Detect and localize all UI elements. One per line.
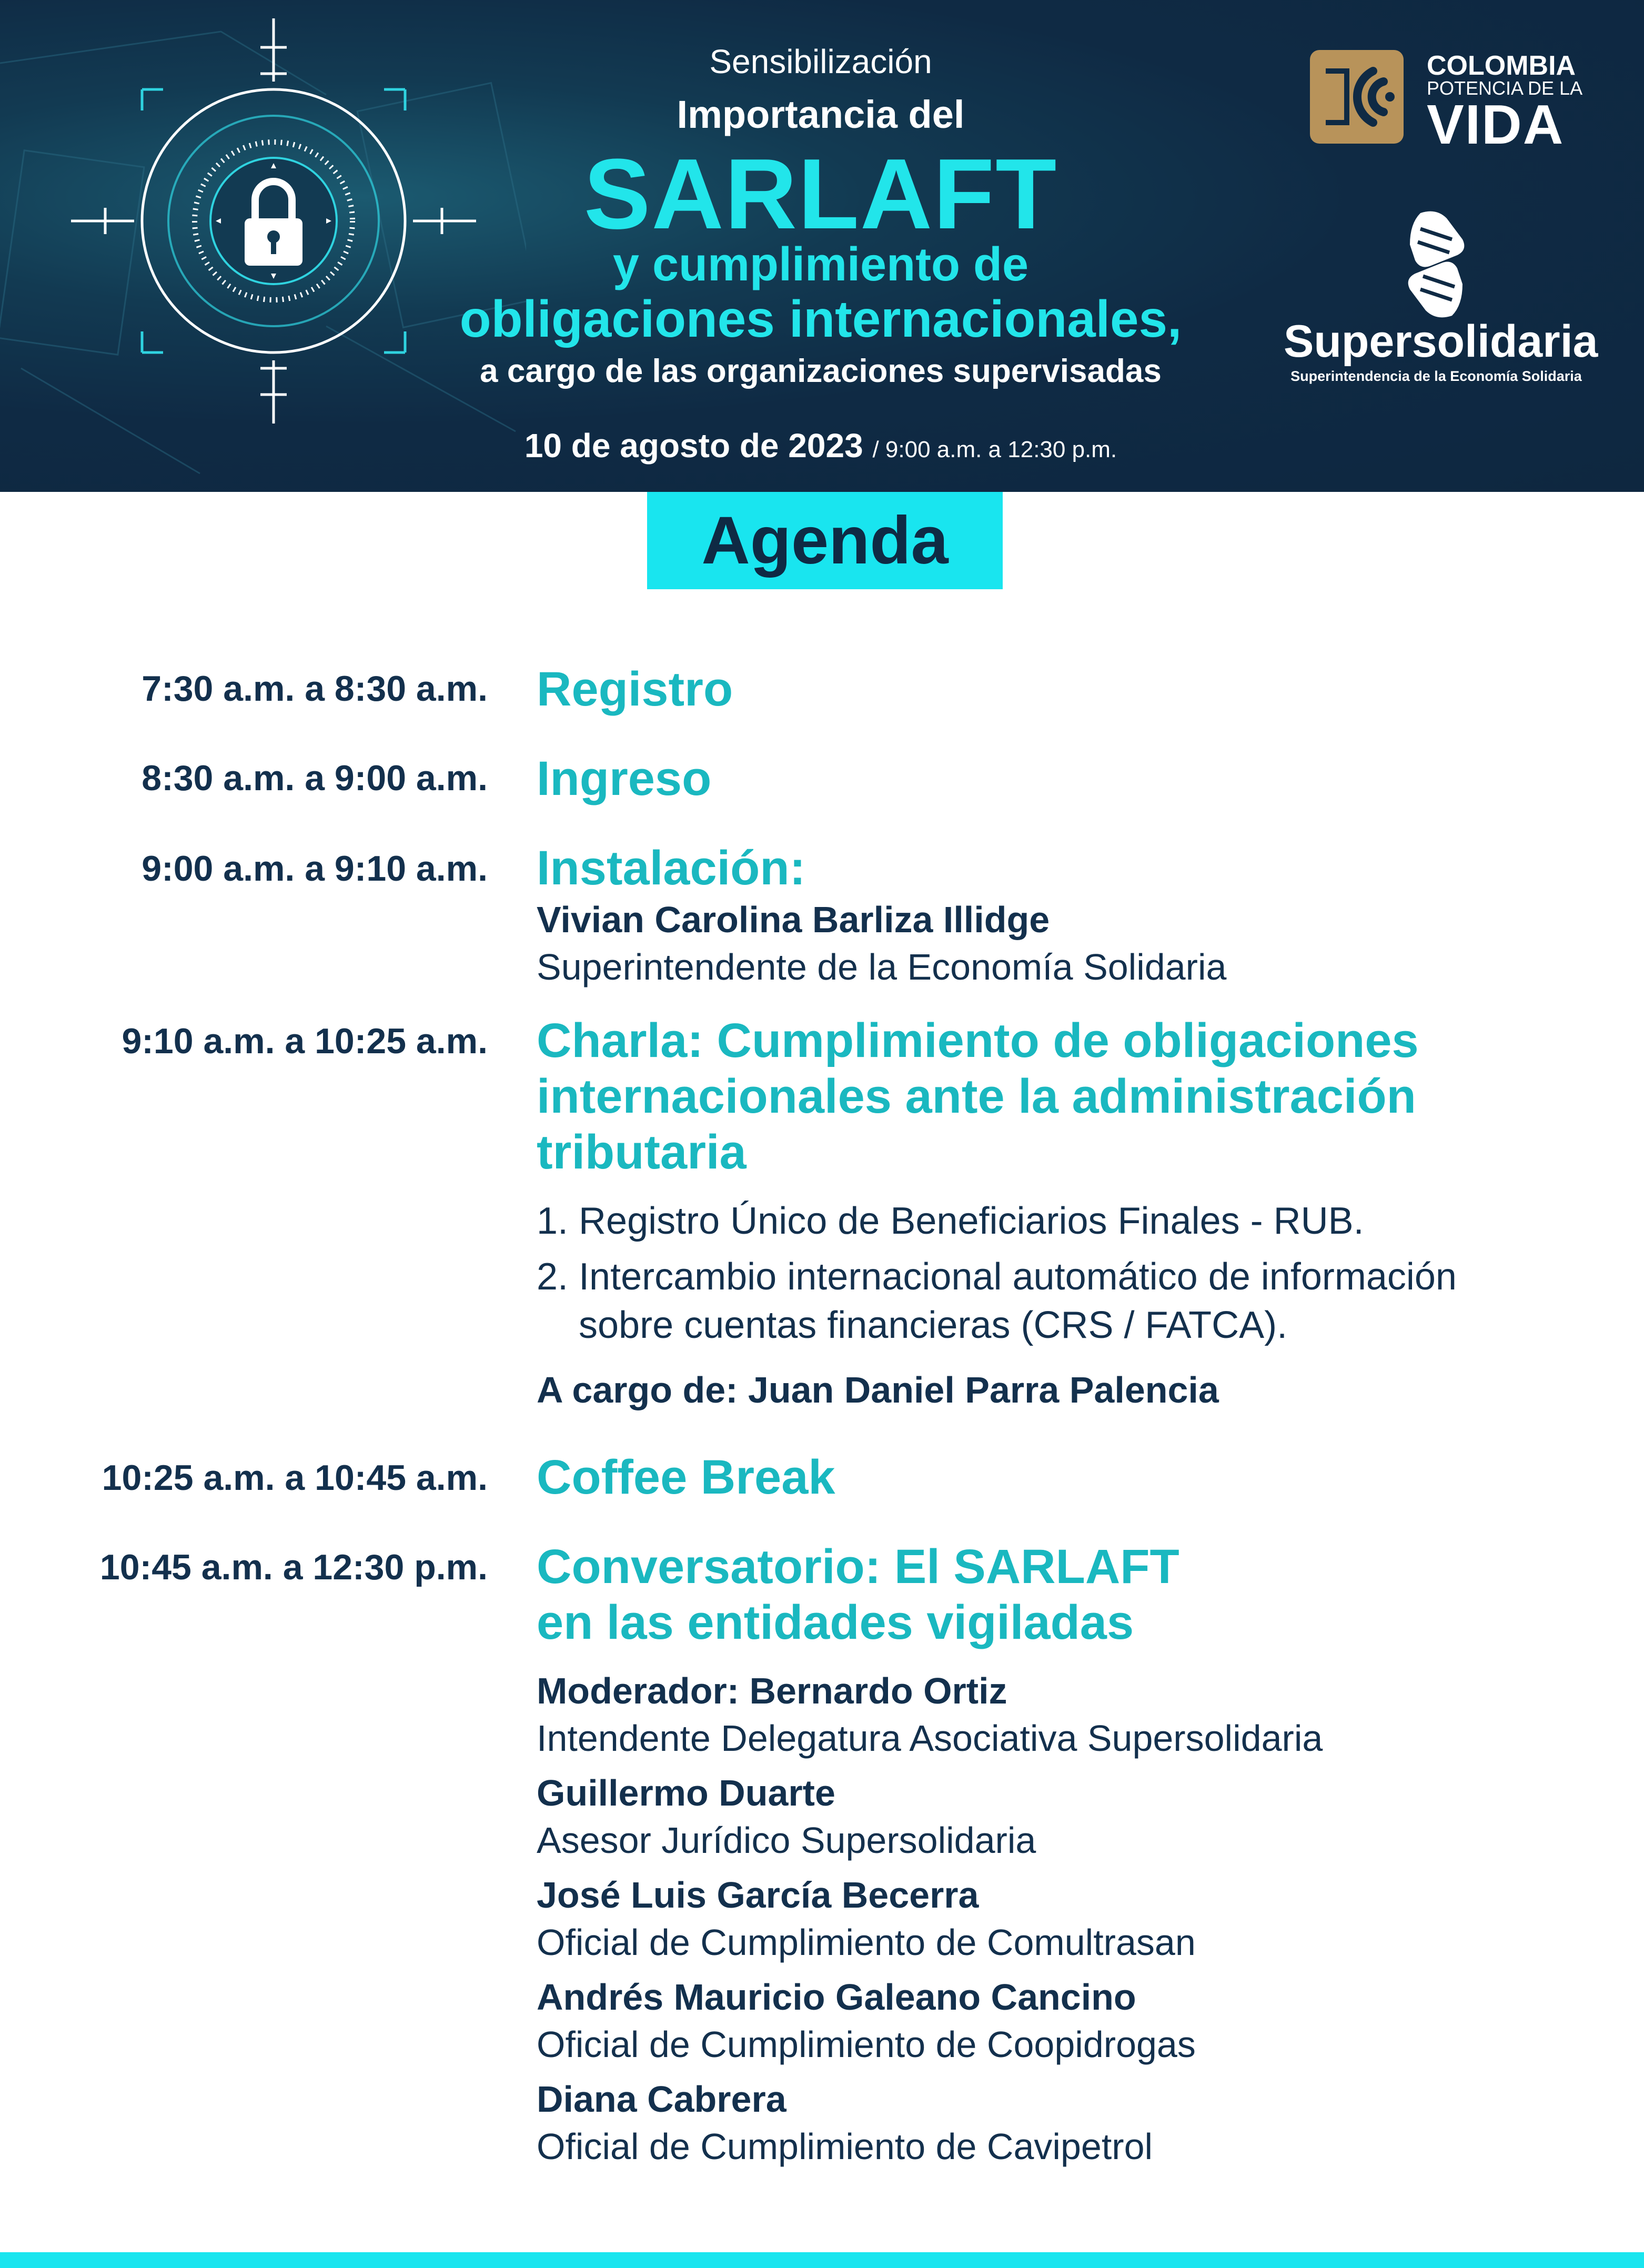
event-title-line3: y cumplimiento de bbox=[612, 238, 1029, 291]
agenda-title: Registro bbox=[537, 662, 733, 716]
event-headline: SARLAFT bbox=[583, 138, 1058, 250]
event-time-text: / 9:00 a.m. a 12:30 p.m. bbox=[872, 437, 1117, 462]
agenda-title: Coffee Break bbox=[537, 1450, 835, 1504]
event-date-text: 10 de agosto de 2023 bbox=[524, 427, 863, 465]
agenda-list-item: 2. Intercambio internacional automático de información bbox=[537, 1256, 1457, 1298]
agenda-time: 10:25 a.m. a 10:45 a.m. bbox=[102, 1458, 488, 1498]
agenda-title-line: internacionales ante la administración bbox=[537, 1070, 1416, 1123]
agenda-speaker: A cargo de: Juan Daniel Parra Palencia bbox=[537, 1369, 1219, 1410]
agenda-speaker-role: Superintendente de la Economía Solidaria bbox=[537, 946, 1227, 987]
agenda-item-ingreso bbox=[537, 751, 1589, 807]
panelist-role: Asesor Jurídico Supersolidaria bbox=[537, 1820, 1036, 1861]
agenda-title: Instalación: bbox=[537, 841, 806, 895]
colombia-logo-line1: COLOMBIA bbox=[1427, 51, 1576, 81]
panelist-name: Moderador: Bernardo Ortiz bbox=[537, 1670, 1007, 1711]
agenda-title-line: tributaria bbox=[537, 1125, 747, 1179]
event-title-line5: a cargo de las organizaciones supervisadas bbox=[480, 353, 1162, 389]
agenda-time: 8:30 a.m. a 9:00 a.m. bbox=[142, 758, 488, 798]
panelist-role: Oficial de Cumplimiento de Coopidrogas bbox=[537, 2024, 1196, 2065]
panelist-role: Oficial de Cumplimiento de Comultrasan bbox=[537, 1922, 1196, 1963]
panelist bbox=[537, 1667, 1589, 1762]
panelist-role: Oficial de Cumplimiento de Cavipetrol bbox=[537, 2126, 1153, 2167]
colombia-logo-line2: POTENCIA DE LA bbox=[1427, 77, 1583, 99]
agenda-time: 9:10 a.m. a 10:25 a.m. bbox=[122, 1021, 488, 1061]
panelist bbox=[537, 1973, 1589, 2068]
agenda-title-line: en las entidades vigiladas bbox=[537, 1596, 1134, 1649]
panelist bbox=[537, 2075, 1589, 2170]
agenda-list-item: 1. Registro Único de Beneficiarios Finales - RUB. bbox=[537, 1200, 1364, 1242]
agenda-item-coffee-break bbox=[537, 1449, 1589, 1505]
agenda-title: Ingreso bbox=[537, 752, 712, 805]
supersolidaria-name: Supersolidaria bbox=[1284, 316, 1598, 367]
colombia-potencia-logo bbox=[1310, 50, 1584, 156]
event-date bbox=[400, 426, 1242, 465]
panelist bbox=[537, 1871, 1589, 1966]
agenda-title-line: Charla: Cumplimiento de obligaciones bbox=[537, 1014, 1419, 1067]
agenda-time: 10:45 a.m. a 12:30 p.m. bbox=[99, 1547, 488, 1587]
event-title-line1: Importancia del bbox=[677, 93, 965, 136]
panelist bbox=[537, 1769, 1589, 1864]
footer-accent-bar bbox=[0, 2252, 1644, 2268]
supersolidaria-subtitle: Superintendencia de la Economía Solidaria bbox=[1290, 368, 1582, 384]
header-banner bbox=[0, 0, 1644, 492]
panelist-name: José Luis García Becerra bbox=[537, 1874, 979, 1916]
agenda-speaker: Vivian Carolina Barliza Illidge bbox=[537, 899, 1050, 940]
agenda-item-charla bbox=[537, 1013, 1589, 1414]
agenda-list-item-continued: sobre cuentas financieras (CRS / FATCA). bbox=[579, 1304, 1288, 1346]
colombia-logo-line3: VIDA bbox=[1427, 94, 1565, 156]
colombia-badge-icon bbox=[1310, 50, 1404, 144]
event-title-line4: obligaciones internacionales, bbox=[459, 290, 1182, 348]
agenda-label: Agenda bbox=[647, 492, 1003, 589]
panelist-name: Andrés Mauricio Galeano Cancino bbox=[537, 1977, 1136, 2018]
agenda-item-registro bbox=[537, 661, 1589, 717]
event-kicker: Sensibilización bbox=[709, 43, 932, 80]
panelist-name: Diana Cabrera bbox=[537, 2079, 786, 2120]
supersolidaria-hands-icon bbox=[1399, 208, 1473, 321]
panelist-role: Intendente Delegatura Asociativa Supersolidaria bbox=[537, 1718, 1323, 1759]
panelist-name: Guillermo Duarte bbox=[537, 1772, 835, 1813]
agenda-title-line: Conversatorio: El SARLAFT bbox=[537, 1540, 1179, 1594]
agenda-time: 7:30 a.m. a 8:30 a.m. bbox=[142, 669, 488, 709]
agenda-item-instalacion bbox=[537, 840, 1589, 991]
agenda-time: 9:00 a.m. a 9:10 a.m. bbox=[142, 849, 488, 889]
agenda-item-conversatorio bbox=[537, 1539, 1589, 2170]
